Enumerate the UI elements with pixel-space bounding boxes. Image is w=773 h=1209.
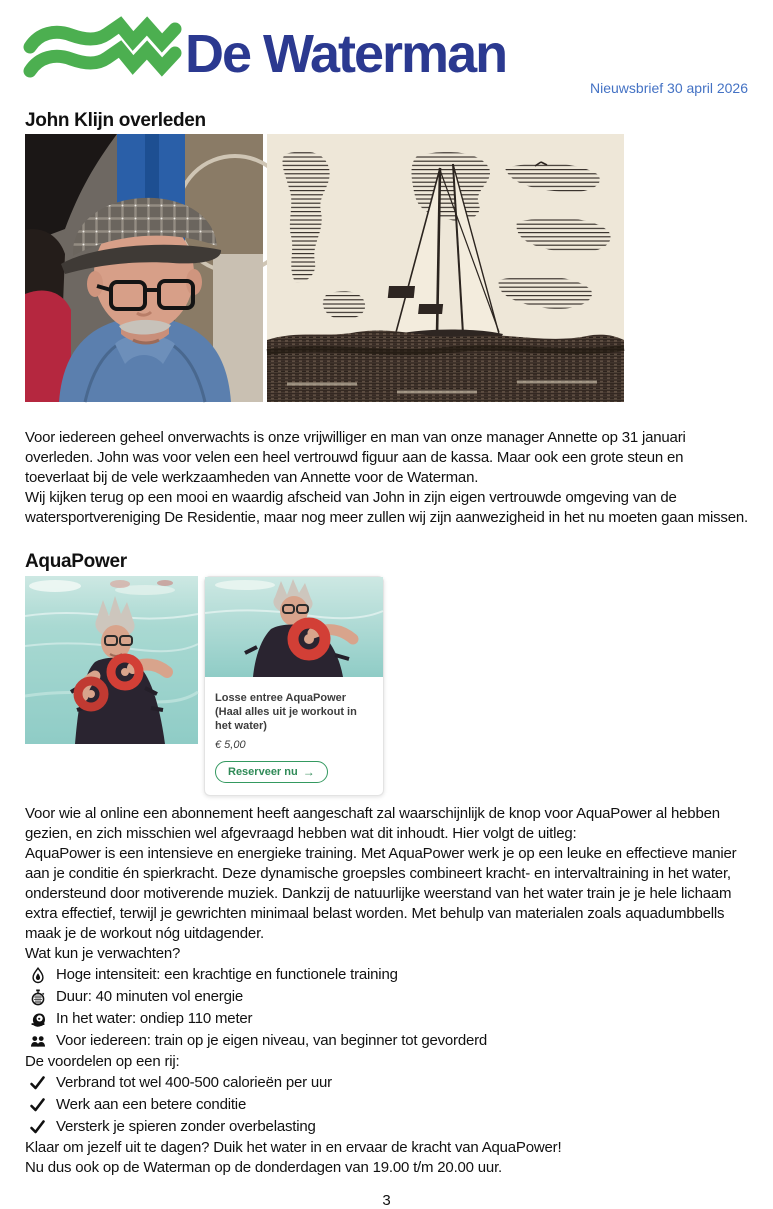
feature-item xyxy=(29,1008,748,1030)
benefit-item xyxy=(29,1094,748,1116)
page-title: De Waterman xyxy=(185,24,507,84)
aquapower-text xyxy=(25,804,748,964)
reserve-now-button[interactable] xyxy=(215,761,328,783)
aquapower-paragraph-1: Voor wie al online een abonnement heeft aangeschaft zal waarschijnlijk de knop voor AquaPower al hebben gezien, en zich misschien wel afgevraagd hebben wat dit inhoudt. Hier volgt de uitleg: xyxy=(25,805,720,842)
waterman-waves-logo-icon xyxy=(25,17,183,94)
page-number: 3 xyxy=(382,1192,391,1209)
obituary-text xyxy=(25,428,748,528)
reserve-now-label: Reserveer nu xyxy=(228,766,298,778)
feature-text: Duur: 40 minuten vol energie xyxy=(56,988,244,1005)
card-thumbnail-image xyxy=(205,577,383,677)
benefit-item xyxy=(29,1116,748,1138)
check-icon xyxy=(29,1120,46,1134)
john-portrait-photo xyxy=(25,134,263,407)
feature-text: In het water: ondiep 110 meter xyxy=(56,1010,253,1027)
feature-text: Hoge intensiteit: een krachtige en functionele training xyxy=(56,966,398,983)
benefits-heading: De voordelen op een rij: xyxy=(25,1053,180,1070)
obituary-paragraph-1: Voor iedereen geheel onverwachts is onze vrijwilliger en man van onze manager Annette op 31 januari overleden. John was voor velen een heel vertrouwd figuur aan de kassa. Maar ook een grote steun en toeverlaat bij de vele werkzaamheden van Annette voor de Waterman. xyxy=(25,429,686,486)
header xyxy=(25,8,748,100)
aquapower-pool-photo xyxy=(25,576,198,749)
benefit-item xyxy=(29,1072,748,1094)
stopwatch-icon xyxy=(29,989,46,1006)
closing-line-1: Klaar om jezelf uit te dagen? Duik het water in en ervaar de kracht van AquaPower! xyxy=(25,1139,562,1156)
closing-line-2: Nu dus ook op de Waterman op de donderdagen van 19.00 t/m 20.00 uur. xyxy=(25,1159,503,1176)
aquapower-product-card xyxy=(204,576,384,796)
obituary-paragraph-2: Wij kijken terug op een mooi en waardig afscheid van John in zijn eigen vertrouwde omgeving van de watersportvereniging De Residentie, maar nog meer zullen wij zijn aanwezigheid in het nu moeten gaan missen. xyxy=(25,489,748,526)
obituary-heading: John Klijn overleden xyxy=(25,110,206,131)
flame-icon xyxy=(29,967,46,984)
card-title: Losse entree AquaPower (Haal alles uit je workout in het water) xyxy=(215,692,357,732)
sailboat-sketch-image xyxy=(267,134,624,407)
benefits-list xyxy=(25,1072,748,1138)
feature-item xyxy=(29,964,748,986)
check-icon xyxy=(29,1076,46,1090)
people-icon xyxy=(29,1033,46,1050)
aquapower-paragraph-2: AquaPower is een intensieve en energieke training. Met AquaPower werk je op een leuke en effectieve manier aan je conditie én spierkracht. Deze dynamische groepsles combineert kracht- en intervaltraining in het water, ondersteund door motiverende muziek. Dankzij de natuurlijke weerstand van het water train je je hele lichaam extra effectief, terwijl je gewrichten minimaal belast worden. Met behulp van materialen zoals aquadumbbells maak je de workout nóg uitdagender. xyxy=(25,845,737,942)
feature-item xyxy=(29,1030,748,1052)
expect-heading: Wat kun je verwachten? xyxy=(25,945,181,962)
obituary-images xyxy=(25,134,748,407)
feature-text: Voor iedereen: train op je eigen niveau, van beginner tot gevorderd xyxy=(56,1032,488,1049)
benefit-text: Werk aan een betere conditie xyxy=(56,1096,247,1113)
aquapower-images xyxy=(25,576,748,796)
feature-list xyxy=(25,964,748,1052)
benefit-text: Versterk je spieren zonder overbelasting xyxy=(56,1118,316,1135)
newsletter-date-label: Nieuwsbrief 30 april 2026 xyxy=(590,80,748,96)
check-icon xyxy=(29,1098,46,1112)
feature-item xyxy=(29,986,748,1008)
arrow-right-icon: → xyxy=(302,765,315,779)
card-price: € 5,00 xyxy=(215,739,246,751)
wave-icon xyxy=(29,1011,46,1028)
aquapower-heading: AquaPower xyxy=(25,551,127,572)
benefit-text: Verbrand tot wel 400-500 calorieën per uur xyxy=(56,1074,332,1091)
